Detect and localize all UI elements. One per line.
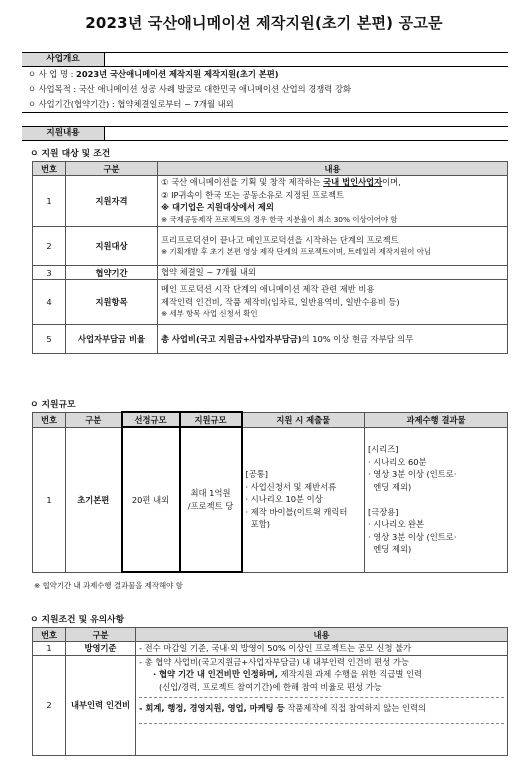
overview-item-period — [22, 97, 508, 112]
targets-heading: ㅇ 지원 대상 및 조건 — [30, 149, 111, 159]
row-category: 내부인력 인건비 — [66, 655, 136, 755]
dotted-divider — [139, 723, 504, 724]
result-line: · 영상 3분 이상 (인트로· — [368, 469, 457, 480]
underlined-text: 국내 법인사업자 — [323, 177, 383, 187]
overview-item-purpose — [22, 82, 508, 97]
bullet: ㅇ — [28, 99, 37, 109]
content-text: 의 10% 이상 현금 자부담 의무 — [301, 333, 414, 344]
row-content — [158, 325, 508, 354]
content-line: - 전수 마감일 기준, 국내·외 방영이 50% 이상인 프로젝트는 공모 신청 불가 — [139, 643, 412, 653]
scale-heading: ㅇ 지원규모 — [30, 400, 76, 410]
content-text: 제작지원 과제 수행을 위한 직급별 인력 — [277, 669, 423, 679]
content-line — [161, 333, 504, 346]
table-row — [33, 227, 508, 266]
row-number: 2 — [33, 227, 66, 266]
submission-line: · 시나리오 10분 이상 — [245, 494, 323, 505]
result-line: · 영상 3분 이상 (인트로· — [368, 531, 457, 542]
row-content — [136, 642, 508, 656]
table-row — [33, 266, 508, 280]
row-content — [136, 655, 508, 755]
overview-label: 사 업 명 : — [38, 69, 77, 79]
overview-label: 사업목적 : — [38, 84, 79, 94]
bold-text: 총 사업비(국고 지원금+사업자부담금) — [161, 333, 302, 344]
row-category: 초기본편 — [66, 427, 122, 572]
result-line: [시리즈] — [368, 444, 399, 455]
submission-line: 포함) — [245, 519, 271, 530]
result-line: 엔딩 제외) — [368, 481, 412, 492]
row-number: 2 — [33, 655, 66, 755]
dotted-divider — [139, 697, 504, 698]
content-line: 메인 프로덕션 시작 단계의 애니메이션 제작 관련 제반 비용 — [161, 284, 375, 295]
content-line: (신입/경력, 프로젝트 참여기간)에 한해 참여 비율로 편성 가능 — [159, 681, 382, 692]
col-header-no: 번호 — [33, 412, 66, 427]
result-line: [극장용] — [368, 506, 399, 517]
overview-list — [22, 67, 508, 113]
result-line: 엔딩 제외) — [368, 544, 412, 555]
table-row — [33, 325, 508, 354]
content-line: ※ 기획개발 후 초기 본편 영상 제작 단계의 프로젝트이며, 트레일러 제작지원이 아님 — [161, 247, 431, 256]
content-line: ※ 대기업은 지원대상에서 제외 — [161, 202, 274, 212]
result-line — [368, 493, 504, 506]
conditions-heading: ㅇ 지원조건 및 유의사항 — [30, 615, 125, 625]
bullet: ㅇ — [28, 69, 37, 79]
page-title: 2023년 국산애니메이션 제작지원(초기 본편) 공고문 — [85, 14, 443, 32]
overview-value: 협약체결일로부터 ~ 7개월 내외 — [117, 99, 234, 109]
content-text: 이며, — [382, 177, 401, 187]
col-header-selection: 선정규모 — [122, 412, 180, 427]
row-number: 3 — [33, 266, 66, 280]
row-number: 1 — [33, 642, 66, 656]
col-header-category: 구분 — [66, 412, 122, 427]
scale-table — [32, 411, 508, 573]
selection-scale: 20편 내외 — [122, 427, 180, 572]
support-scale — [180, 427, 242, 572]
content-line: ※ 세부 항목 사업 신청서 확인 — [161, 309, 258, 319]
row-number: 4 — [33, 280, 66, 325]
submission-line: · 사업신청서 및 제반서류 — [245, 481, 337, 492]
content-header-label: 지원내용 — [22, 127, 105, 140]
col-header-results: 과제수행 결과물 — [365, 412, 508, 427]
bold-text: · 협약 기간 내 인건비만 인정하며, — [153, 669, 278, 679]
overview-label: 사업기간(협약기간) : — [38, 99, 118, 109]
overview-header-label: 사업개요 — [22, 53, 105, 66]
content-line: ② IP귀속이 한국 또는 공동소유로 지정된 프로젝트 — [161, 189, 344, 200]
submission-line: [공통] — [245, 469, 269, 480]
content-line: 제작인력 인건비, 작품 제작비(임차료, 일반용역비, 일반수용비 등) — [161, 296, 400, 307]
row-category: 협약기간 — [66, 266, 158, 280]
content-line — [161, 176, 504, 189]
row-content — [158, 176, 508, 227]
table-row — [33, 427, 508, 572]
row-number: 1 — [33, 176, 66, 227]
row-category: 사업자부담금 비율 — [66, 325, 158, 354]
support-line: /프로젝트 당 — [187, 500, 234, 511]
bold-text: - 회계, 행정, 경영지원, 영업, 마케팅 등 — [139, 703, 285, 713]
row-content — [158, 227, 508, 266]
row-category: 지원자격 — [66, 176, 158, 227]
table-row — [33, 655, 508, 755]
bullet: ㅇ — [28, 84, 37, 94]
row-content — [158, 266, 508, 280]
scale-note: ※ 협약기간 내 과제수행 결과물을 제작해야 함 — [34, 581, 183, 590]
result-line: · 시나리오 60분 — [368, 456, 427, 467]
col-header-support: 지원규모 — [180, 412, 242, 427]
col-header-category: 구분 — [66, 162, 158, 176]
content-line — [139, 668, 504, 681]
table-row — [33, 642, 508, 656]
results-cell — [365, 427, 508, 572]
row-category: 지원항목 — [66, 280, 158, 325]
row-content — [158, 280, 508, 325]
row-category: 지원대상 — [66, 227, 158, 266]
targets-table — [32, 161, 508, 354]
overview-item-name — [22, 67, 508, 82]
row-number: 5 — [33, 325, 66, 354]
conditions-table — [32, 627, 508, 756]
content-text: ① 국산 애니메이션을 기획 및 창작 제작하는 — [161, 177, 324, 187]
overview-section-header — [22, 52, 508, 67]
content-line: - 총 협약 사업비(국고지원금+사업자부담금) 내 내부인력 인건비 편성 가능 — [139, 656, 409, 667]
content-line: 협약 체결일 ~ 7개월 내외 — [161, 267, 256, 278]
col-header-category: 구분 — [66, 628, 136, 642]
content-line: ※ 국제공동제작 프로젝트의 경우 한국 지분율이 최소 30% 이상이어야 함 — [161, 214, 398, 224]
support-line: 최대 1억원 — [190, 488, 231, 498]
table-row — [33, 176, 508, 227]
col-header-content: 내용 — [136, 628, 508, 642]
content-section-header — [22, 126, 508, 141]
result-line: · 시나리오 완본 — [368, 519, 425, 530]
overview-value: 국산 애니메이션 성공 사례 발굴로 대한민국 애니메이션 산업의 경쟁력 강화 — [78, 84, 351, 94]
col-header-content: 내용 — [158, 162, 508, 176]
content-line — [139, 702, 504, 715]
row-number: 1 — [33, 427, 66, 572]
submissions-cell — [242, 427, 365, 572]
content-line: 프리프로덕션이 끝나고 메인프로덕션을 시작하는 단계의 프로젝트 — [161, 234, 399, 245]
col-header-no: 번호 — [33, 162, 66, 176]
content-text: 작품제작에 직접 참여하지 않는 인력의 — [284, 703, 427, 713]
col-header-no: 번호 — [33, 628, 66, 642]
row-category: 방영기준 — [66, 642, 136, 656]
submission-line: · 제작 바이블(이트윅 캐릭터 — [245, 506, 348, 517]
overview-value: 2023년 국산애니메이션 제작지원 제작지원(초기 본편) — [76, 69, 279, 79]
col-header-submissions: 지원 시 제출물 — [242, 412, 365, 427]
table-row — [33, 280, 508, 325]
